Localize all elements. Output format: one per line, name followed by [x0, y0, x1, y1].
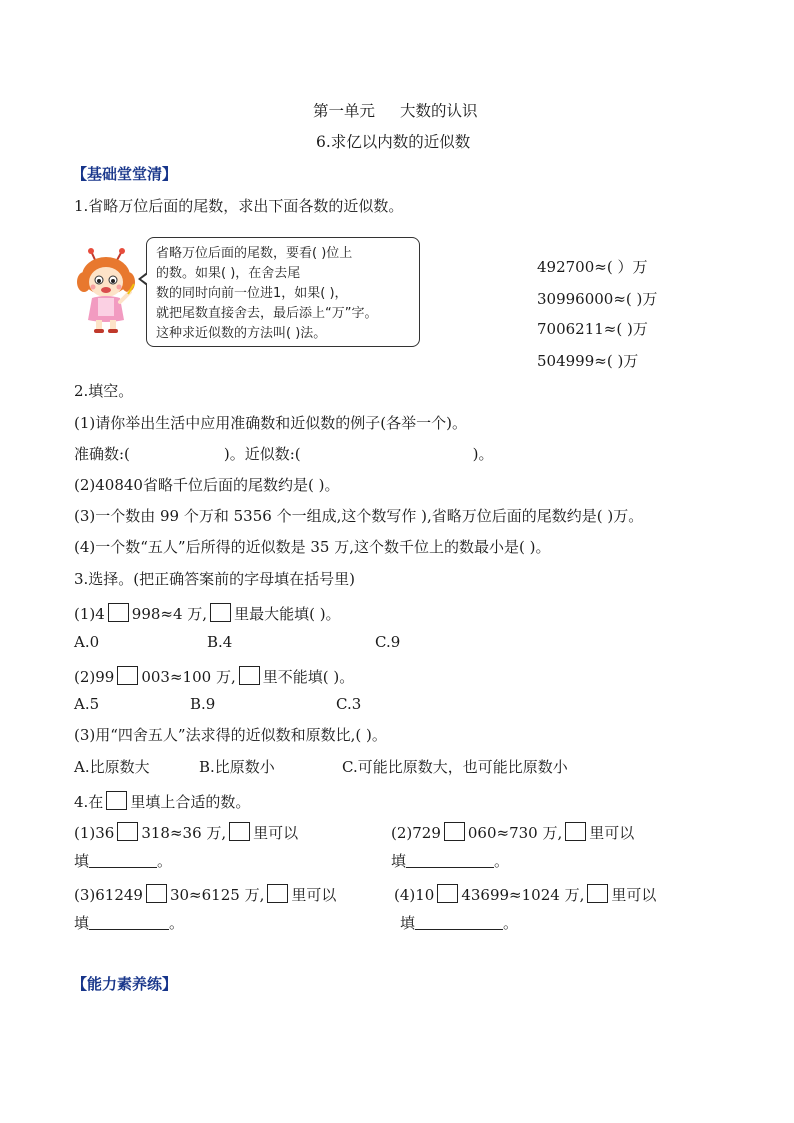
q3-s3: (3)用“四舍五人”法求得的近似数和原数比,( )。 — [74, 726, 387, 744]
period: 。 — [494, 852, 510, 870]
q3-s1-end: 里最大能填( )。 — [234, 605, 341, 623]
fill-label: 填 — [74, 852, 90, 870]
answer-box[interactable] — [437, 884, 458, 903]
q4-b-fill — [391, 854, 509, 869]
period: 。 — [503, 914, 519, 932]
unit-title: 大数的认识 — [400, 102, 478, 120]
q3-s1 — [74, 603, 341, 622]
q4-c-pre: (3)61249 — [74, 886, 143, 904]
period: 。 — [157, 852, 173, 870]
q4-title-end: 里填上合适的数。 — [130, 793, 251, 811]
answer-blank[interactable] — [415, 929, 503, 930]
answer-blank[interactable] — [89, 867, 157, 868]
q4-d — [394, 884, 656, 903]
q4-a-mid: 318≈36 万, — [141, 824, 227, 842]
answer-box[interactable] — [106, 791, 127, 810]
bubble-line-3: 数的同时向前一位进1，如果( )， — [156, 286, 348, 301]
exact-number-label: 准确数:( — [74, 445, 130, 463]
section-ability-label: 【能力素养练】 — [72, 975, 178, 993]
q3-s2-pre: (2)99 — [74, 668, 115, 686]
answer-box[interactable] — [267, 884, 288, 903]
answer-blank[interactable] — [406, 867, 494, 868]
period: 。 — [169, 914, 185, 932]
section-basic-label: 【基础堂堂清】 — [72, 165, 178, 183]
answer-box[interactable] — [229, 822, 250, 841]
q3-s2 — [74, 666, 354, 685]
q1-item-1: 492700≈( ）万 — [537, 258, 648, 276]
answer-blank[interactable] — [89, 929, 169, 930]
q1-prompt: 1.省略万位后面的尾数，求出下面各数的近似数。 — [74, 197, 404, 215]
q4-b-pre: (2)729 — [391, 824, 441, 842]
q4-a-pre: (1)36 — [74, 824, 115, 842]
q4-a-fill — [74, 854, 172, 869]
lesson-title: 6.求亿以内数的近似数 — [316, 133, 471, 151]
q1-item-2: 30996000≈( )万 — [537, 290, 658, 308]
q2-p1-answers — [74, 447, 494, 462]
q3-s2-mid: 003≈100 万, — [141, 668, 236, 686]
q4-c-end: 里可以 — [291, 886, 337, 904]
q3-s2-opt-a: A.5 — [74, 695, 100, 713]
q4-title-pre: 4.在 — [74, 793, 104, 811]
q4-c-mid: 30≈6125 万, — [169, 886, 265, 904]
q1-item-3: 7006211≈( )万 — [537, 320, 648, 338]
answer-box[interactable] — [117, 666, 138, 685]
answer-box[interactable] — [565, 822, 586, 841]
q3-s1-opt-b: B.4 — [207, 633, 233, 651]
answer-box[interactable] — [587, 884, 608, 903]
q4-b — [391, 822, 634, 841]
q3-s1-opt-c: C.9 — [375, 633, 401, 651]
q4-b-mid: 060≈730 万, — [467, 824, 563, 842]
bubble-line-5: 这种求近似数的方法叫( )法。 — [156, 326, 327, 341]
q3-s2-opt-c: C.3 — [336, 695, 362, 713]
q1-item-4: 504999≈( )万 — [537, 352, 639, 370]
q3-title: 3.选择。(把正确答案前的字母填在括号里) — [74, 570, 356, 588]
speech-bubble-tail-inner — [141, 274, 148, 284]
q4-d-mid: 43699≈1024 万, — [461, 886, 585, 904]
q2-p1: (1)请你举出生活中应用准确数和近似数的例子(各举一个)。 — [74, 414, 467, 432]
q4-d-pre: (4)10 — [394, 886, 435, 904]
cartoon-girl-illustration — [76, 248, 138, 334]
q3-s1-pre: (1)4 — [74, 605, 105, 623]
fill-label: 填 — [400, 914, 416, 932]
q3-s3-opt-a: A.比原数大 — [74, 758, 150, 776]
fill-label: 填 — [391, 852, 407, 870]
q4-a-end: 里可以 — [253, 824, 299, 842]
q3-s3-opt-c: C.可能比原数大，也可能比原数小 — [342, 758, 568, 776]
answer-box[interactable] — [117, 822, 138, 841]
answer-box[interactable] — [239, 666, 260, 685]
q3-s2-opt-b: B.9 — [190, 695, 216, 713]
q3-s1-mid: 998≈4 万, — [131, 605, 208, 623]
bubble-line-1: 省略万位后面的尾数，要看( )位上 — [156, 246, 353, 261]
approx-number-label: )。近似数:( — [223, 445, 301, 463]
q2-title: 2.填空。 — [74, 382, 134, 400]
q4-d-fill — [400, 916, 518, 931]
q4-b-end: 里可以 — [589, 824, 635, 842]
answer-box[interactable] — [444, 822, 465, 841]
q2-p3: (3)一个数由 99 个万和 5356 个一组成,这个数写作 ),省略万位后面的尾数约是( )万。 — [74, 507, 644, 525]
q4-title — [74, 791, 250, 810]
fill-label: 填 — [74, 914, 90, 932]
q3-s1-opt-a: A.0 — [74, 633, 100, 651]
bubble-line-2: 的数。如果( )，在舍去尾 — [156, 266, 301, 281]
q2-p4: (4)一个数“五人”后所得的近似数是 35 万,这个数千位上的数最小是( )。 — [74, 538, 551, 556]
q4-a — [74, 822, 298, 841]
q3-s3-opt-b: B.比原数小 — [199, 758, 275, 776]
unit-label: 第一单元 — [313, 102, 376, 120]
q2-p2: (2)40840省略千位后面的尾数约是( )。 — [74, 476, 340, 494]
p1-end: )。 — [472, 445, 494, 463]
q4-c — [74, 884, 336, 903]
answer-box[interactable] — [210, 603, 231, 622]
answer-box[interactable] — [108, 603, 129, 622]
q3-s2-end: 里不能填( )。 — [262, 668, 355, 686]
q4-c-fill — [74, 916, 184, 931]
q4-d-end: 里可以 — [611, 886, 657, 904]
answer-box[interactable] — [146, 884, 167, 903]
bubble-line-4: 就把尾数直接舍去，最后添上“万”字。 — [156, 306, 378, 321]
